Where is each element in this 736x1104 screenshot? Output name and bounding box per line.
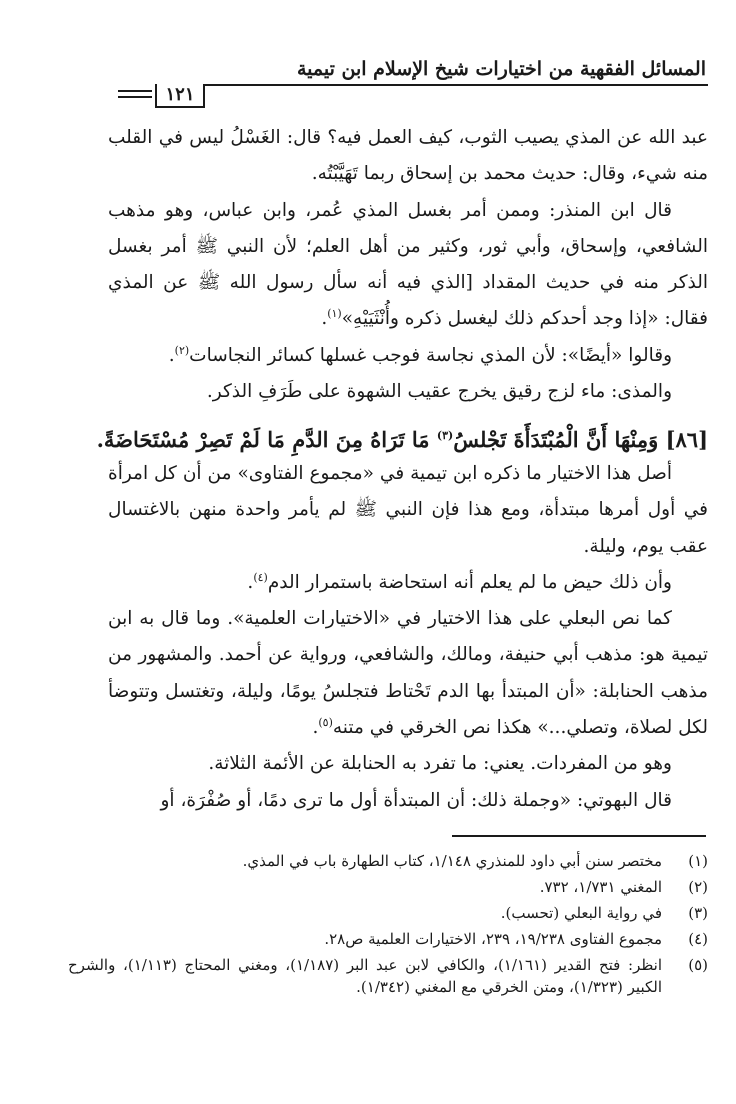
footnotes <box>68 850 708 1002</box>
page-number-rule-top <box>118 90 152 92</box>
footnote-ref: (٢) <box>174 343 190 357</box>
paragraph: كما نص البعلي على هذا الاختيار في «الاختيارات العلمية». وما قال به ابن تيمية هو: مذهب أبي حنيفة، ومالك، والشافعي، ورواية عن أحمد. والمشهور من مذهب الحنابلة: «أن المبتدأ بها الدم تَحْتاط فتجلسُ يومًا، وليلة، وتغتسل وتتوضأ لكل لصلاة، وتصلي...» هكذا نص الخرقي في متنه$^{(٥)}$. <box>108 608 708 739</box>
footnote <box>68 876 708 898</box>
footnote-number: (٢) <box>688 878 708 896</box>
issue-number: [٨٦] <box>665 427 708 452</box>
footnote-ref: (٣) <box>436 429 454 442</box>
main-text-block-1 <box>108 120 708 410</box>
footnote-ref: (٥) <box>318 715 333 729</box>
footnote-separator <box>452 835 706 837</box>
footnote-text: مختصر سنن أبي داود للمنذري ١/١٤٨، كتاب الطهارة باب في المذي. <box>242 852 662 870</box>
page-number: ١٢١ <box>155 84 205 108</box>
footnote-text: انظر: فتح القدير (١/١٦١)، والكافي لابن عبد البر (١/١٨٧)، ومغني المحتاج (١/١١٣)، والشرح الكبير (١/٣٢٣)، ومتن الخرقي مع المغني (١/٣٤٢). <box>68 956 662 996</box>
footnote <box>68 928 708 950</box>
footnote <box>68 902 708 924</box>
footnote-number: (٤) <box>688 930 708 948</box>
paragraph: والمذى: ماء لزج رقيق يخرج عقيب الشهوة على طَرَفِ الذكر. <box>206 381 672 403</box>
page-number-rule-bottom <box>118 96 152 98</box>
footnote-number: (١) <box>688 852 708 870</box>
running-title: المسائل الفقهية من اختيارات شيخ الإسلام ابن تيمية <box>296 58 706 80</box>
footnote-ref: (١) <box>327 307 342 321</box>
footnote-number: (٥) <box>688 956 708 974</box>
paragraph: قال البهوتي: «وجملة ذلك: أن المبتدأة أول ما ترى دمًا، أو صُفْرَة، أو <box>160 789 672 811</box>
footnote <box>68 954 708 998</box>
paragraph: عبد الله عن المذي يصيب الثوب، كيف العمل فيه؟ قال: الغَسْلُ ليس في القلب منه شيء، وقال: حديث محمد بن إسحاق ربما تَهَيَّبْتُه. <box>108 127 708 185</box>
paragraph: قال ابن المنذر: وممن أمر بغسل المذي عُمر، وابن عباس، وهو مذهب الشافعي، وإسحاق، وأبي ثور، وكثير من أهل العلم؛ لأن النبي ﷺ أمر بغسل الذكر منه في حديث المقداد [الذي فيه أنه سأل رسول الله ﷺ عن المذي فقال: «إذا وجد أحدكم ذلك ليغسل ذكره وأُنْثَيَيْهِ»$^{(١)}$. <box>108 199 708 330</box>
footnote-text: المغني ١/٧٣١، ٧٣٢. <box>539 878 662 896</box>
paragraph: وأن ذلك حيض ما لم يعلم أنه استحاضة باستمرار الدم$^{(٤)}$. <box>247 570 672 593</box>
paragraph: أصل هذا الاختيار ما ذكره ابن تيمية في «مجموع الفتاوى» من أن كل امرأة في أول أمرها مبتدأة، ومع هذا فإن النبي ﷺ لم يأمر واحدة منهن بالاغتسال عقب يوم، وليلة. <box>108 463 708 557</box>
issue-heading: [٨٦] وَمِنْهَا أَنَّ الْمُبْتَدَأَةَ تَجْلسُ$^{(٣)}$ مَا تَرَاهُ مِنَ الدَّمِ مَا لَمْ تَصِرْ مُسْتَحَاضَةً. <box>96 427 708 452</box>
paragraph: وقالوا «أيضًا»: لأن المذي نجاسة فوجب غسلها كسائر النجاسات$^{(٢)}$. <box>168 343 672 366</box>
footnote-text: في رواية البعلي (تحسب). <box>500 904 662 922</box>
footnote-number: (٣) <box>688 904 708 922</box>
footnote-text: مجموع الفتاوى ١٩/٢٣٨، ٢٣٩، الاختيارات العلمية ص٢٨. <box>324 930 662 948</box>
footnote-ref: (٤) <box>253 570 268 584</box>
main-text-block-2 <box>108 456 708 819</box>
header-rule <box>205 84 708 86</box>
paragraph: وهو من المفردات. يعني: ما تفرد به الحنابلة عن الأئمة الثلاثة. <box>208 753 672 775</box>
footnote <box>68 850 708 872</box>
